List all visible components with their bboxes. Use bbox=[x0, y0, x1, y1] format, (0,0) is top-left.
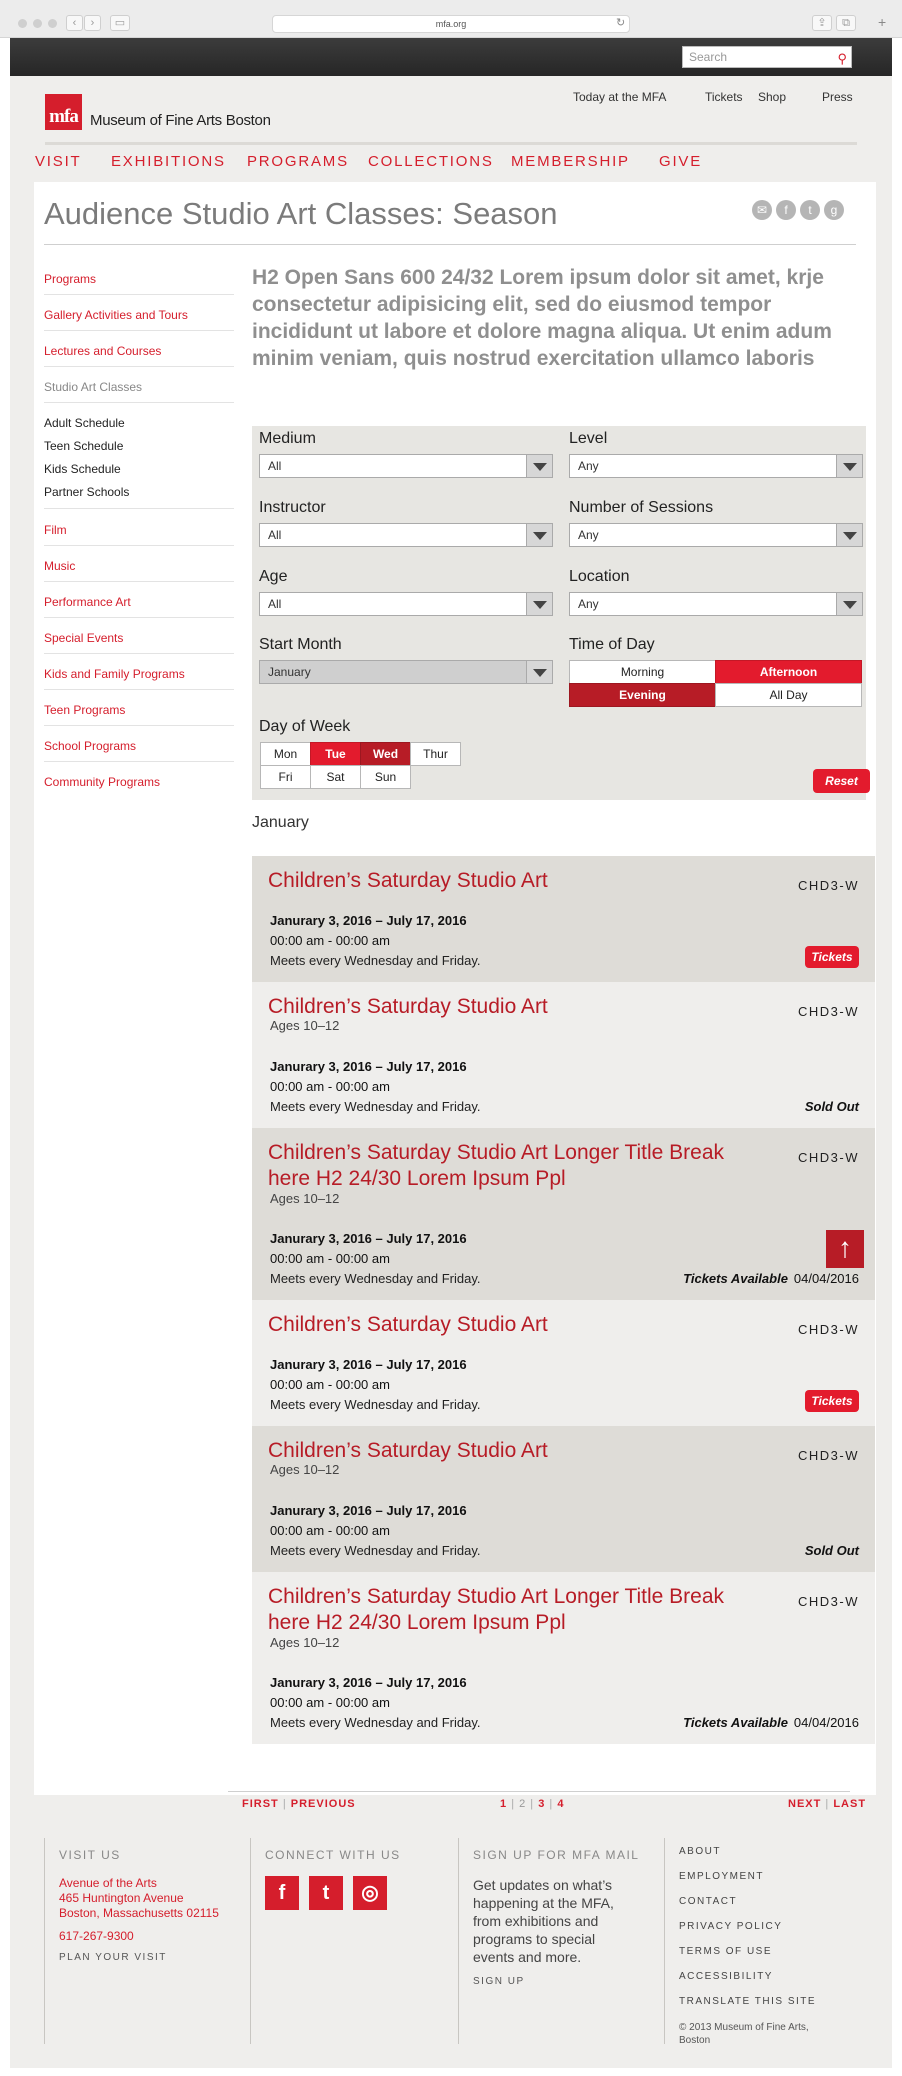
sidebar-toggle-icon[interactable]: ▭ bbox=[110, 15, 130, 31]
search-icon[interactable]: ⚲ bbox=[837, 51, 847, 66]
chevron-down-icon bbox=[836, 593, 862, 615]
sidebar-item-gallery[interactable]: Gallery Activities and Tours bbox=[44, 308, 188, 322]
main-nav-exhibitions[interactable]: EXHIBITIONS bbox=[111, 153, 226, 170]
listing-item bbox=[252, 1572, 875, 1744]
listing-meets: Meets every Wednesday and Friday. bbox=[270, 1271, 481, 1286]
medium-label: Medium bbox=[259, 430, 316, 447]
chevron-down-icon bbox=[526, 593, 552, 615]
tickets-button[interactable]: Tickets bbox=[805, 946, 859, 968]
util-nav-today[interactable]: Today at the MFA bbox=[573, 90, 667, 104]
day-of-week-label: Day of Week bbox=[259, 718, 351, 735]
sidebar-sub-kids[interactable]: Kids Schedule bbox=[44, 462, 121, 476]
new-tab-icon[interactable]: + bbox=[878, 14, 887, 30]
listing-meets: Meets every Wednesday and Friday. bbox=[270, 1099, 481, 1114]
listing-dates: Janurary 3, 2016 – July 17, 2016 bbox=[270, 1675, 467, 1690]
pager-next[interactable]: NEXT bbox=[788, 1798, 822, 1810]
sidebar-divider bbox=[44, 545, 234, 546]
footer bbox=[34, 1838, 876, 2048]
medium-value: All bbox=[268, 459, 282, 473]
footer-address-3: Boston, Massachusetts 02115 bbox=[59, 1906, 219, 1920]
footer-phone[interactable]: 617-267-9300 bbox=[59, 1929, 134, 1943]
util-nav-press[interactable]: Press bbox=[822, 90, 853, 104]
window-minimize-icon[interactable] bbox=[33, 19, 42, 28]
twitter-icon[interactable]: t bbox=[800, 200, 820, 220]
location-select[interactable] bbox=[569, 592, 863, 616]
listing-time: 00:00 am - 00:00 am bbox=[270, 1695, 390, 1710]
pager-separator: | bbox=[530, 1798, 535, 1810]
tod-all-day[interactable]: All Day bbox=[715, 683, 862, 707]
listing-code: CHD3-W bbox=[798, 878, 859, 893]
sidebar-divider bbox=[44, 617, 234, 618]
pager-separator: | bbox=[282, 1798, 287, 1810]
sidebar-item-music[interactable]: Music bbox=[44, 559, 76, 573]
listing-code: CHD3-W bbox=[798, 1150, 859, 1165]
listing-item bbox=[252, 1300, 875, 1426]
availability-date: 04/04/2016 bbox=[793, 1715, 859, 1730]
listing-meets: Meets every Wednesday and Friday. bbox=[270, 953, 481, 968]
start-month-label: Start Month bbox=[259, 636, 342, 653]
level-select[interactable] bbox=[569, 454, 863, 478]
arrow-up-icon: ↑ bbox=[838, 1232, 852, 1263]
sidebar-divider bbox=[44, 402, 234, 403]
intro-heading: H2 Open Sans 600 24/32 Lorem ipsum dolor sit amet, krje consectetur adipisicing elit, sed do eiusmod tempor incididunt ut labore et dolore magna aliqua. Ut enim adum minim veniam, quis nostrud exercitation ullamco laboris bbox=[252, 266, 832, 370]
sidebar-divider bbox=[44, 653, 234, 654]
main-nav-collections[interactable]: COLLECTIONS bbox=[368, 153, 494, 170]
sold-out-label: Sold Out bbox=[804, 1099, 859, 1114]
chevron-down-icon bbox=[836, 524, 862, 546]
listing-time: 00:00 am - 00:00 am bbox=[270, 1079, 390, 1094]
tabs-icon[interactable]: ⧉ bbox=[836, 15, 856, 31]
footer-signup-heading: SIGN UP FOR MFA MAIL bbox=[473, 1848, 640, 1862]
sidebar-sub-partner[interactable]: Partner Schools bbox=[44, 485, 130, 499]
listing-code: CHD3-W bbox=[798, 1322, 859, 1337]
pager-separator: | bbox=[511, 1798, 516, 1810]
listing-time: 00:00 am - 00:00 am bbox=[270, 1523, 390, 1538]
listing-time: 00:00 am - 00:00 am bbox=[270, 1377, 390, 1392]
listing-item bbox=[252, 856, 875, 982]
footer-connect-heading: CONNECT WITH US bbox=[265, 1848, 401, 1862]
sidebar-divider bbox=[44, 294, 234, 295]
listing-title[interactable]: Children’s Saturday Studio Art bbox=[268, 1439, 548, 1462]
sidebar-divider bbox=[44, 366, 234, 367]
sidebar-sub-adult[interactable]: Adult Schedule bbox=[44, 416, 125, 430]
chevron-down-icon bbox=[836, 455, 862, 477]
tod-morning[interactable]: Morning bbox=[569, 660, 716, 684]
pager-page-1[interactable]: 1 bbox=[500, 1798, 508, 1810]
dow-mon[interactable]: Mon bbox=[260, 742, 311, 766]
footer-visit-heading: VISIT US bbox=[59, 1848, 121, 1862]
sidebar-item-teen[interactable]: Teen Programs bbox=[44, 703, 126, 717]
listing-ages: Ages 10–12 bbox=[270, 1191, 340, 1206]
footer-link-translate[interactable]: TRANSLATE THIS SITE bbox=[679, 1996, 817, 2007]
footer-link-about[interactable]: ABOUT bbox=[679, 1846, 721, 1857]
window-zoom-icon[interactable] bbox=[48, 19, 57, 28]
listing-ages: Ages 10–12 bbox=[270, 1018, 340, 1033]
browser-toolbar bbox=[0, 0, 902, 38]
footer-link-contact[interactable]: CONTACT bbox=[679, 1896, 738, 1907]
chevron-down-icon bbox=[526, 455, 552, 477]
reset-button[interactable]: Reset bbox=[813, 769, 870, 793]
pager-pages bbox=[500, 1798, 564, 1810]
sidebar-item-community[interactable]: Community Programs bbox=[44, 775, 161, 789]
sidebar-divider bbox=[44, 508, 234, 509]
sidebar-item-film[interactable]: Film bbox=[44, 523, 67, 537]
page-frame bbox=[10, 38, 892, 2068]
listing-dates: Janurary 3, 2016 – July 17, 2016 bbox=[270, 913, 467, 928]
sidebar-item-studio-art[interactable]: Studio Art Classes bbox=[44, 380, 143, 394]
sidebar-item-lectures[interactable]: Lectures and Courses bbox=[44, 344, 162, 358]
dow-wed[interactable]: Wed bbox=[360, 742, 411, 766]
location-value: Any bbox=[578, 597, 599, 611]
listing-code: CHD3-W bbox=[798, 1448, 859, 1463]
logo-wordmark[interactable] bbox=[90, 112, 271, 129]
util-nav-tickets[interactable]: Tickets bbox=[705, 90, 743, 104]
pager-first[interactable]: FIRST bbox=[242, 1798, 279, 1810]
availability-date: 04/04/2016 bbox=[793, 1271, 859, 1286]
facebook-icon[interactable]: f bbox=[265, 1876, 299, 1910]
twitter-icon[interactable]: t bbox=[309, 1876, 343, 1910]
level-value: Any bbox=[578, 459, 599, 473]
listing-title[interactable]: Children’s Saturday Studio Art bbox=[268, 869, 548, 892]
pager-page-2[interactable]: 2 bbox=[519, 1798, 527, 1810]
listing-title[interactable]: Children’s Saturday Studio Art bbox=[268, 995, 548, 1018]
plan-visit-link[interactable]: PLAN YOUR VISIT bbox=[59, 1952, 167, 1963]
listing-dates: Janurary 3, 2016 – July 17, 2016 bbox=[270, 1059, 467, 1074]
listing-dates: Janurary 3, 2016 – July 17, 2016 bbox=[270, 1231, 467, 1246]
footer-signup bbox=[458, 1838, 658, 2044]
title-divider bbox=[44, 244, 856, 245]
page-title: Audience Studio Art Classes: Season bbox=[44, 196, 558, 231]
instagram-icon[interactable]: ◎ bbox=[353, 1876, 387, 1910]
listing-dates: Janurary 3, 2016 – July 17, 2016 bbox=[270, 1357, 467, 1372]
mfa-logo-mark[interactable]: mfa bbox=[45, 94, 82, 130]
sidebar-divider bbox=[44, 725, 234, 726]
dow-sat[interactable]: Sat bbox=[310, 765, 361, 789]
footer-connect bbox=[250, 1838, 450, 2044]
email-icon[interactable]: ✉ bbox=[752, 200, 772, 220]
tod-evening[interactable]: Evening bbox=[569, 683, 716, 707]
sidebar-item-performance[interactable]: Performance Art bbox=[44, 595, 131, 609]
start-month-select[interactable] bbox=[259, 660, 553, 684]
sidebar-sub-teen[interactable]: Teen Schedule bbox=[44, 439, 124, 453]
listing-title[interactable]: Children’s Saturday Studio Art Longer Title Break here H2 24/30 Lorem Ipsum Ppl bbox=[268, 1585, 725, 1634]
main-nav-give[interactable]: GIVE bbox=[659, 153, 703, 170]
dow-tue[interactable]: Tue bbox=[310, 742, 361, 766]
location-label: Location bbox=[569, 568, 630, 585]
listing-title[interactable]: Children’s Saturday Studio Art Longer Title Break here H2 24/30 Lorem Ipsum Ppl bbox=[268, 1141, 725, 1190]
start-month-value: January bbox=[268, 665, 311, 679]
footer-address-2: 465 Huntington Avenue bbox=[59, 1891, 184, 1905]
main-nav-programs[interactable]: PROGRAMS bbox=[247, 153, 349, 170]
pager-page-3[interactable]: 3 bbox=[538, 1798, 546, 1810]
pager-previous[interactable]: PREVIOUS bbox=[290, 1798, 356, 1810]
chevron-down-icon bbox=[526, 524, 552, 546]
share-page-icon[interactable]: ⇪ bbox=[812, 15, 832, 31]
footer-link-accessibility[interactable]: ACCESSIBILITY bbox=[679, 1971, 773, 1982]
sessions-select[interactable] bbox=[569, 523, 863, 547]
top-bar bbox=[10, 38, 892, 76]
age-label: Age bbox=[259, 568, 288, 585]
search-input[interactable] bbox=[682, 46, 852, 68]
chevron-down-icon bbox=[526, 661, 552, 683]
results-month: January bbox=[252, 814, 309, 831]
availability-text: Tickets Available bbox=[683, 1271, 788, 1286]
main-nav-membership[interactable]: MEMBERSHIP bbox=[511, 153, 630, 170]
window-close-icon[interactable] bbox=[18, 19, 27, 28]
logo-name: Museum of Fine Arts bbox=[90, 112, 222, 129]
instructor-select[interactable] bbox=[259, 523, 553, 547]
tod-afternoon[interactable]: Afternoon bbox=[715, 660, 862, 684]
dow-sun[interactable]: Sun bbox=[360, 765, 411, 789]
google-plus-icon[interactable]: g bbox=[824, 200, 844, 220]
listing-title[interactable]: Children’s Saturday Studio Art bbox=[268, 1313, 548, 1336]
listing-time: 00:00 am - 00:00 am bbox=[270, 933, 390, 948]
search-placeholder: Search bbox=[689, 50, 728, 64]
sign-up-link[interactable]: SIGN UP bbox=[473, 1976, 525, 1987]
sold-out-label: Sold Out bbox=[804, 1543, 859, 1558]
sidebar-item-kids-family[interactable]: Kids and Family Programs bbox=[44, 667, 185, 681]
pager-separator: | bbox=[549, 1798, 554, 1810]
listing-ages: Ages 10–12 bbox=[270, 1462, 340, 1477]
tickets-available-label bbox=[683, 1271, 859, 1286]
instructor-value: All bbox=[268, 528, 282, 542]
listing-meets: Meets every Wednesday and Friday. bbox=[270, 1397, 481, 1412]
footer-link-terms[interactable]: TERMS OF USE bbox=[679, 1946, 773, 1957]
dow-thur[interactable]: Thur bbox=[410, 742, 461, 766]
age-select[interactable] bbox=[259, 592, 553, 616]
listing-code: CHD3-W bbox=[798, 1004, 859, 1019]
footer-signup-body: Get updates on what’s happening at the MFA, from exhibitions and programs to special events and more. bbox=[473, 1877, 614, 1965]
copyright: © 2013 Museum of Fine Arts, Boston bbox=[679, 2022, 809, 2046]
footer-visit bbox=[44, 1838, 234, 2044]
listing-item bbox=[252, 1426, 875, 1572]
pager-separator: | bbox=[825, 1798, 830, 1810]
address-bar[interactable]: mfa.org bbox=[272, 15, 630, 33]
instructor-label: Instructor bbox=[259, 499, 326, 516]
availability-text: Tickets Available bbox=[683, 1715, 788, 1730]
medium-select[interactable] bbox=[259, 454, 553, 478]
util-nav-shop[interactable]: Shop bbox=[758, 90, 787, 104]
dow-fri[interactable]: Fri bbox=[260, 765, 311, 789]
listing-item bbox=[252, 1128, 875, 1300]
sessions-label: Number of Sessions bbox=[569, 499, 714, 516]
header-divider bbox=[45, 142, 857, 145]
listing-time: 00:00 am - 00:00 am bbox=[270, 1251, 390, 1266]
footer-links bbox=[664, 1838, 864, 2044]
listing-meets: Meets every Wednesday and Friday. bbox=[270, 1715, 481, 1730]
time-of-day-label: Time of Day bbox=[569, 636, 655, 653]
listing-dates: Janurary 3, 2016 – July 17, 2016 bbox=[270, 1503, 467, 1518]
footer-address-1: Avenue of the Arts bbox=[59, 1876, 157, 1890]
sidebar-divider bbox=[44, 761, 234, 762]
main-nav-visit[interactable]: VISIT bbox=[35, 153, 82, 170]
listing-ages: Ages 10–12 bbox=[270, 1635, 340, 1650]
sidebar-divider bbox=[44, 581, 234, 582]
reload-icon[interactable]: ↻ bbox=[616, 17, 626, 29]
sidebar-item-programs[interactable]: Programs bbox=[44, 272, 97, 286]
footer-link-privacy[interactable]: PRIVACY POLICY bbox=[679, 1921, 783, 1932]
facebook-icon[interactable]: f bbox=[776, 200, 796, 220]
listing-code: CHD3-W bbox=[798, 1594, 859, 1609]
sidebar-divider bbox=[44, 689, 234, 690]
filter-panel bbox=[252, 426, 866, 800]
tickets-button[interactable]: Tickets bbox=[805, 1390, 859, 1412]
pager-next-group bbox=[788, 1798, 866, 1810]
sidebar-item-special-events[interactable]: Special Events bbox=[44, 631, 124, 645]
pager-last[interactable]: LAST bbox=[833, 1798, 867, 1810]
pager-divider bbox=[228, 1791, 850, 1792]
logo-city: Boston bbox=[225, 112, 271, 129]
listing-item bbox=[252, 982, 875, 1128]
tickets-available-label bbox=[683, 1715, 859, 1730]
main-content bbox=[34, 182, 876, 1795]
pager-page-4[interactable]: 4 bbox=[557, 1798, 565, 1810]
back-to-top-button[interactable] bbox=[826, 1230, 864, 1268]
level-label: Level bbox=[569, 430, 608, 447]
sessions-value: Any bbox=[578, 528, 599, 542]
age-value: All bbox=[268, 597, 282, 611]
forward-icon[interactable]: › bbox=[84, 15, 101, 31]
footer-link-employment[interactable]: EMPLOYMENT bbox=[679, 1871, 765, 1882]
listing-meets: Meets every Wednesday and Friday. bbox=[270, 1543, 481, 1558]
pager-prev-group bbox=[242, 1798, 356, 1810]
back-icon[interactable]: ‹ bbox=[66, 15, 83, 31]
sidebar-divider bbox=[44, 330, 234, 331]
sidebar-item-school[interactable]: School Programs bbox=[44, 739, 137, 753]
